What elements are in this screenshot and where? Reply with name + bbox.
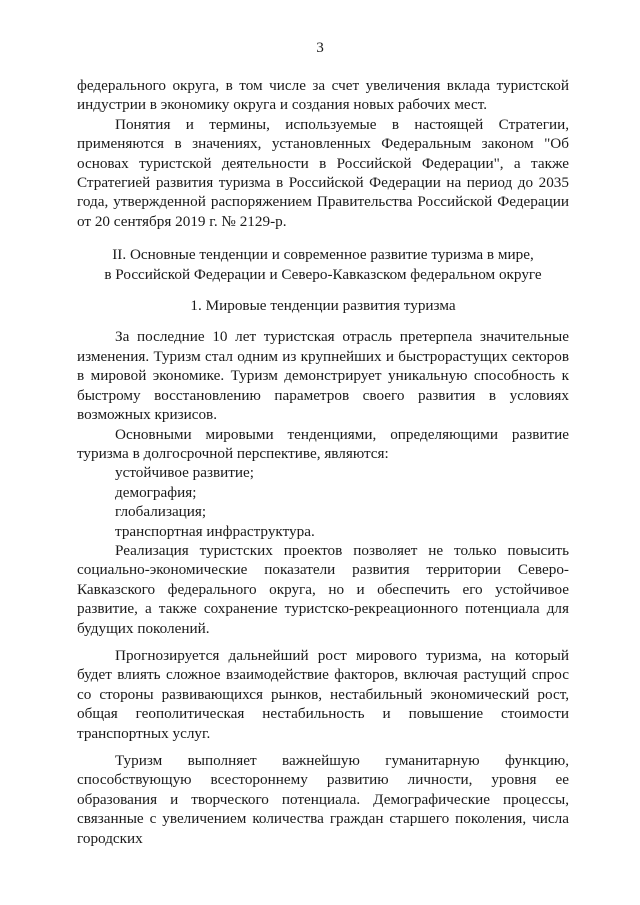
terms-paragraph: Понятия и термины, используемые в настоящей Стратегии, применяются в значениях, установленных Федеральным законом "Об основах туристской деятельности в Российской Федерации", а также Стратегией развития туризма в Российской Федерации на период до 2035 года, утвержденной распоряжением Правительства Российской Федерации от 20 сентября 2019 г. № 2129-р. [77, 115, 569, 230]
subsection-title: 1. Мировые тенденции развития туризма [190, 297, 456, 315]
trend-list-item: глобализация; [115, 503, 207, 521]
trend-list-item: транспортная инфраструктура. [115, 522, 315, 540]
paragraph: За последние 10 лет туристская отрасль претерпела значительные изменения. Туризм стал одним из крупнейших и быстрорастущих секторов в мировой экономике. Туризм демонстрирует уникальную способность к быстрому восстановлению параметров своего развития в условиях возможных кризисов. [77, 328, 569, 424]
page-body [77, 76, 569, 848]
paragraph: Прогнозируется дальнейший рост мирового туризма, на который будет влиять сложное взаимодействие факторов, включая растущий спрос со стороны развивающихся рынков, нестабильный экономический рост, общая геополитическая нестабильность и повышение стоимости транспортных услуг. [77, 646, 569, 742]
paragraph: Реализация туристских проектов позволяет не только повысить социально-экономические показатели развития территории Северо-Кавказского федерального округа, но и обеспечить его устойчивое развитие, а также сохранение туристско-рекреационного потенциала для будущих поколений. [77, 541, 569, 637]
section-title-line-1: II. Основные тенденции и современное развитие туризма в мире, [112, 246, 534, 264]
paragraph: Основными мировыми тенденциями, определяющими развитие туризма в долгосрочной перспективе, являются: [77, 425, 569, 462]
intro-continuation: федерального округа, в том числе за счет увеличения вклада туристской индустрии в экономику округа и создания новых рабочих мест. [77, 77, 569, 114]
section-title-line-2: в Российской Федерации и Северо-Кавказском федеральном округе [104, 265, 542, 283]
trend-list-item: устойчивое развитие; [115, 464, 255, 482]
page-number: 3 [316, 39, 324, 56]
paragraph: Туризм выполняет важнейшую гуманитарную функцию, способствующую всестороннему развитию личности, уровня ее образования и творческого потенциала. Демографические процессы, связанные с увеличением количества граждан старшего поколения, числа городских [77, 752, 569, 847]
trend-list-item: демография; [115, 483, 197, 501]
